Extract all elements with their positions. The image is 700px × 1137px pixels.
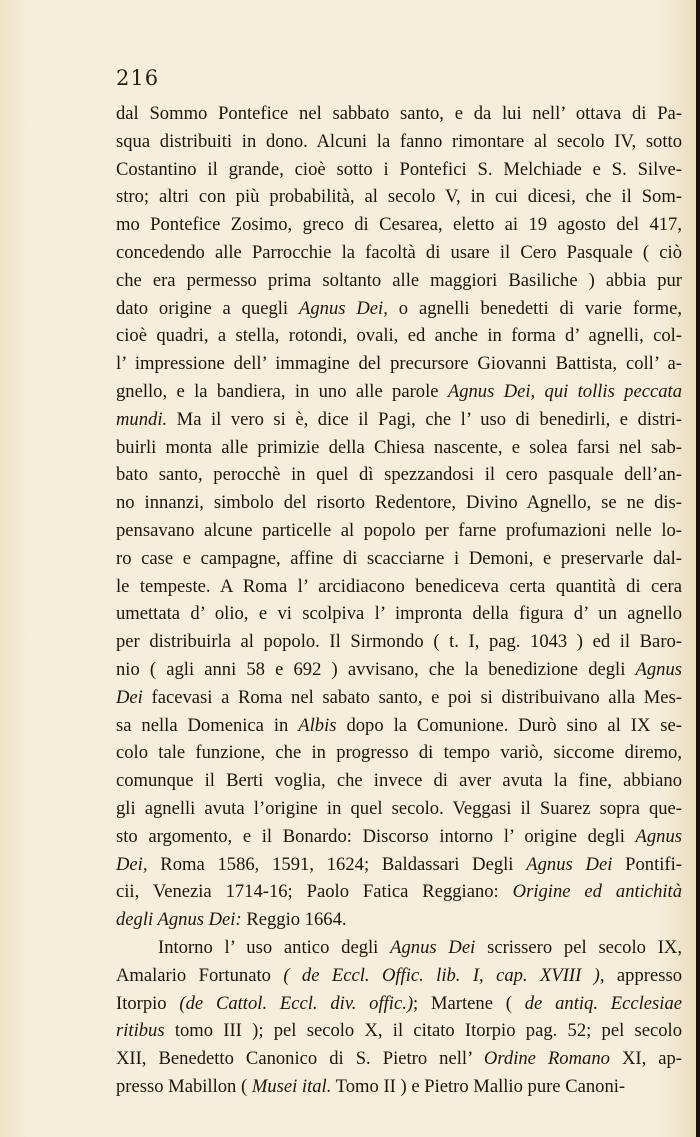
text-line (116, 406, 682, 434)
text-line (116, 851, 682, 879)
text-line (116, 906, 682, 934)
italic-text: Agnus Dei, (299, 297, 388, 319)
text-line (116, 878, 682, 906)
text-span: XI, ap- (609, 1048, 682, 1070)
text-line (116, 489, 682, 517)
text-span: XII, Benedetto Canonico di S. Pietro nell’ (116, 1048, 484, 1070)
text-line (116, 990, 682, 1018)
text-span: facevasi a Roma nel sabato santo, e poi si distribuivano alla Mes- (142, 686, 682, 708)
text-span: gli agnelli avuta l’origine in quel secolo. Veggasi il Suarez sopra que- (116, 797, 682, 819)
text-line (116, 656, 682, 684)
italic-text: Agnus (635, 825, 682, 847)
text-span: concedendo alle Parrocchie la facoltà di usare il Cero Pasquale ( ciò (116, 241, 682, 263)
italic-text: Albis (298, 714, 337, 736)
text-line (116, 211, 682, 239)
page-edge-shadow (696, 0, 700, 1137)
text-line (116, 183, 682, 211)
italic-text: Dei (116, 686, 143, 708)
text-span: Costantino il grande, cioè sotto i Pontefici S. Melchiade e S. Silve- (116, 158, 682, 180)
text-line (116, 461, 682, 489)
text-span: Tomo II ) e Pietro Mallio pure Canoni- (331, 1075, 626, 1097)
text-span: Roma 1586, 1591, 1624; Baldassari Degli (147, 853, 527, 875)
italic-text: de antiq. Ecclesiae (524, 992, 682, 1014)
italic-text: mundi. (116, 408, 168, 430)
text-span: Pontifi- (612, 853, 682, 875)
text-span: dopo la Comunione. Durò sino al IX se- (336, 714, 682, 736)
text-line (116, 350, 682, 378)
text-line (116, 545, 682, 573)
italic-text: Agnus (635, 658, 682, 680)
text-line (116, 823, 682, 851)
text-line (116, 295, 682, 323)
text-line (116, 739, 682, 767)
text-span: o agnelli benedetti di varie forme, (387, 297, 682, 319)
text-span: tomo III ); pel secolo X, il citato Itorpio pag. 52; pel secolo (164, 1020, 682, 1042)
italic-text: Agnus Dei (526, 853, 613, 875)
text-span: appresso (604, 964, 682, 986)
text-span: sa nella Domenica in (116, 714, 299, 736)
text-span: scrissero pel secolo IX, (475, 936, 682, 958)
text-span: nio ( agli anni 58 e 692 ) avvisano, che la benedizione degli (116, 658, 636, 680)
italic-text: ( de Eccl. Offic. lib. I, cap. XVIII ), (283, 964, 605, 986)
italic-text: ritibus (116, 1020, 165, 1042)
text-line (116, 267, 682, 295)
text-span: no innanzi, simbolo del risorto Redentore, Divino Agnello, se ne dis- (116, 492, 682, 514)
text-span: colo tale funzione, che in progresso di tempo variò, siccome diremo, (116, 742, 682, 764)
italic-text: degli Agnus Dei: (116, 909, 242, 931)
text-span: ; Martene ( (413, 992, 525, 1014)
text-span: che era permesso prima soltanto alle maggiori Basiliche ) abbia pur (116, 269, 682, 291)
text-line (116, 100, 682, 128)
italic-text: Origine ed antichità (512, 881, 682, 903)
text-span: l’ impressione dell’ immagine del precursore Giovanni Battista, coll’ a- (116, 353, 682, 375)
text-line (116, 712, 682, 740)
text-line (116, 600, 682, 628)
text-span: Ma il vero si è, dice il Pagi, che l’ uso di benedirli, e distri- (167, 408, 682, 430)
text-span: Intorno l’ uso antico degli (158, 936, 391, 958)
paragraph (116, 934, 682, 1101)
text-line (116, 156, 682, 184)
text-span: bato santo, perocchè in quel dì spezzandosi il cero pasquale dell’an- (116, 464, 682, 486)
text-span: comunque il Berti voglia, che invece di aver avuta la fine, abbiano (116, 770, 682, 792)
text-line (116, 573, 682, 601)
italic-text: Agnus Dei (390, 936, 476, 958)
text-span: Reggio 1664. (241, 909, 347, 931)
text-span: sto argomento, e il Bonardo: Discorso intorno l’ origine degli (116, 825, 636, 847)
text-line (116, 962, 682, 990)
text-line (116, 128, 682, 156)
text-line (116, 1073, 682, 1101)
text-span: squa distribuiti in dono. Alcuni la fanno rimontare al secolo IV, sotto (116, 130, 682, 152)
text-span: presso Mabillon ( (116, 1075, 252, 1097)
italic-text: Ordine Romano (483, 1048, 610, 1070)
text-line (116, 934, 682, 962)
text-span: per distribuirla al popolo. Il Sirmondo ( t. I, pag. 1043 ) ed il Baro- (116, 631, 682, 653)
italic-text: Agnus Dei, qui tollis peccata (447, 380, 682, 402)
text-line (116, 434, 682, 462)
text-line (116, 628, 682, 656)
text-line (116, 517, 682, 545)
text-span: gnello, e la bandiera, in uno alle parole (116, 380, 448, 402)
text-line (116, 378, 682, 406)
text-line (116, 684, 682, 712)
italic-text: (de Cattol. Eccl. div. offic.) (179, 992, 414, 1014)
text-span: dal Sommo Pontefice nel sabbato santo, e da lui nell’ ottava di Pa- (116, 103, 682, 124)
text-line (116, 239, 682, 267)
page-number: 216 (116, 66, 160, 90)
text-span: Amalario Fortunato (116, 964, 284, 986)
text-span: mo Pontefice Zosimo, greco di Cesarea, eletto ai 19 agosto del 417, (116, 214, 682, 236)
italic-text: Dei, (116, 853, 148, 875)
text-span: cii, Venezia 1714-16; Paolo Fatica Reggiano: (116, 881, 513, 903)
italic-text: Musei ital. (251, 1075, 332, 1097)
text-line (116, 767, 682, 795)
text-span: umettata d’ olio, e vi scolpiva l’ impronta della figura d’ un agnello (116, 603, 682, 625)
text-span: buirli monta alle primizie della Chiesa nascente, e solea farsi nel sab- (116, 436, 682, 458)
text-line (116, 795, 682, 823)
text-span: dato origine a quegli (116, 297, 299, 319)
text-span: stro; altri con più probabilità, al secolo V, in cui dicesi, che il Som- (116, 186, 682, 208)
text-line (116, 1017, 682, 1045)
text-line (116, 1045, 682, 1073)
text-line (116, 322, 682, 350)
text-span: le tempeste. A Roma l’ arcidiacono benediceva certa quantità di cera (116, 575, 682, 597)
text-span: cioè quadri, a stella, rotondi, ovali, ed anche in forma d’ agnelli, col- (116, 325, 682, 347)
paragraph (116, 100, 682, 934)
text-span: ro case e campagne, affine di scacciarne i Demoni, e preservarle dal- (116, 547, 682, 569)
text-span: pensavano alcune particelle al popolo per farne profumazioni nelle lo- (116, 519, 682, 541)
text-span: Itorpio (116, 992, 180, 1014)
body-text (116, 100, 682, 1101)
